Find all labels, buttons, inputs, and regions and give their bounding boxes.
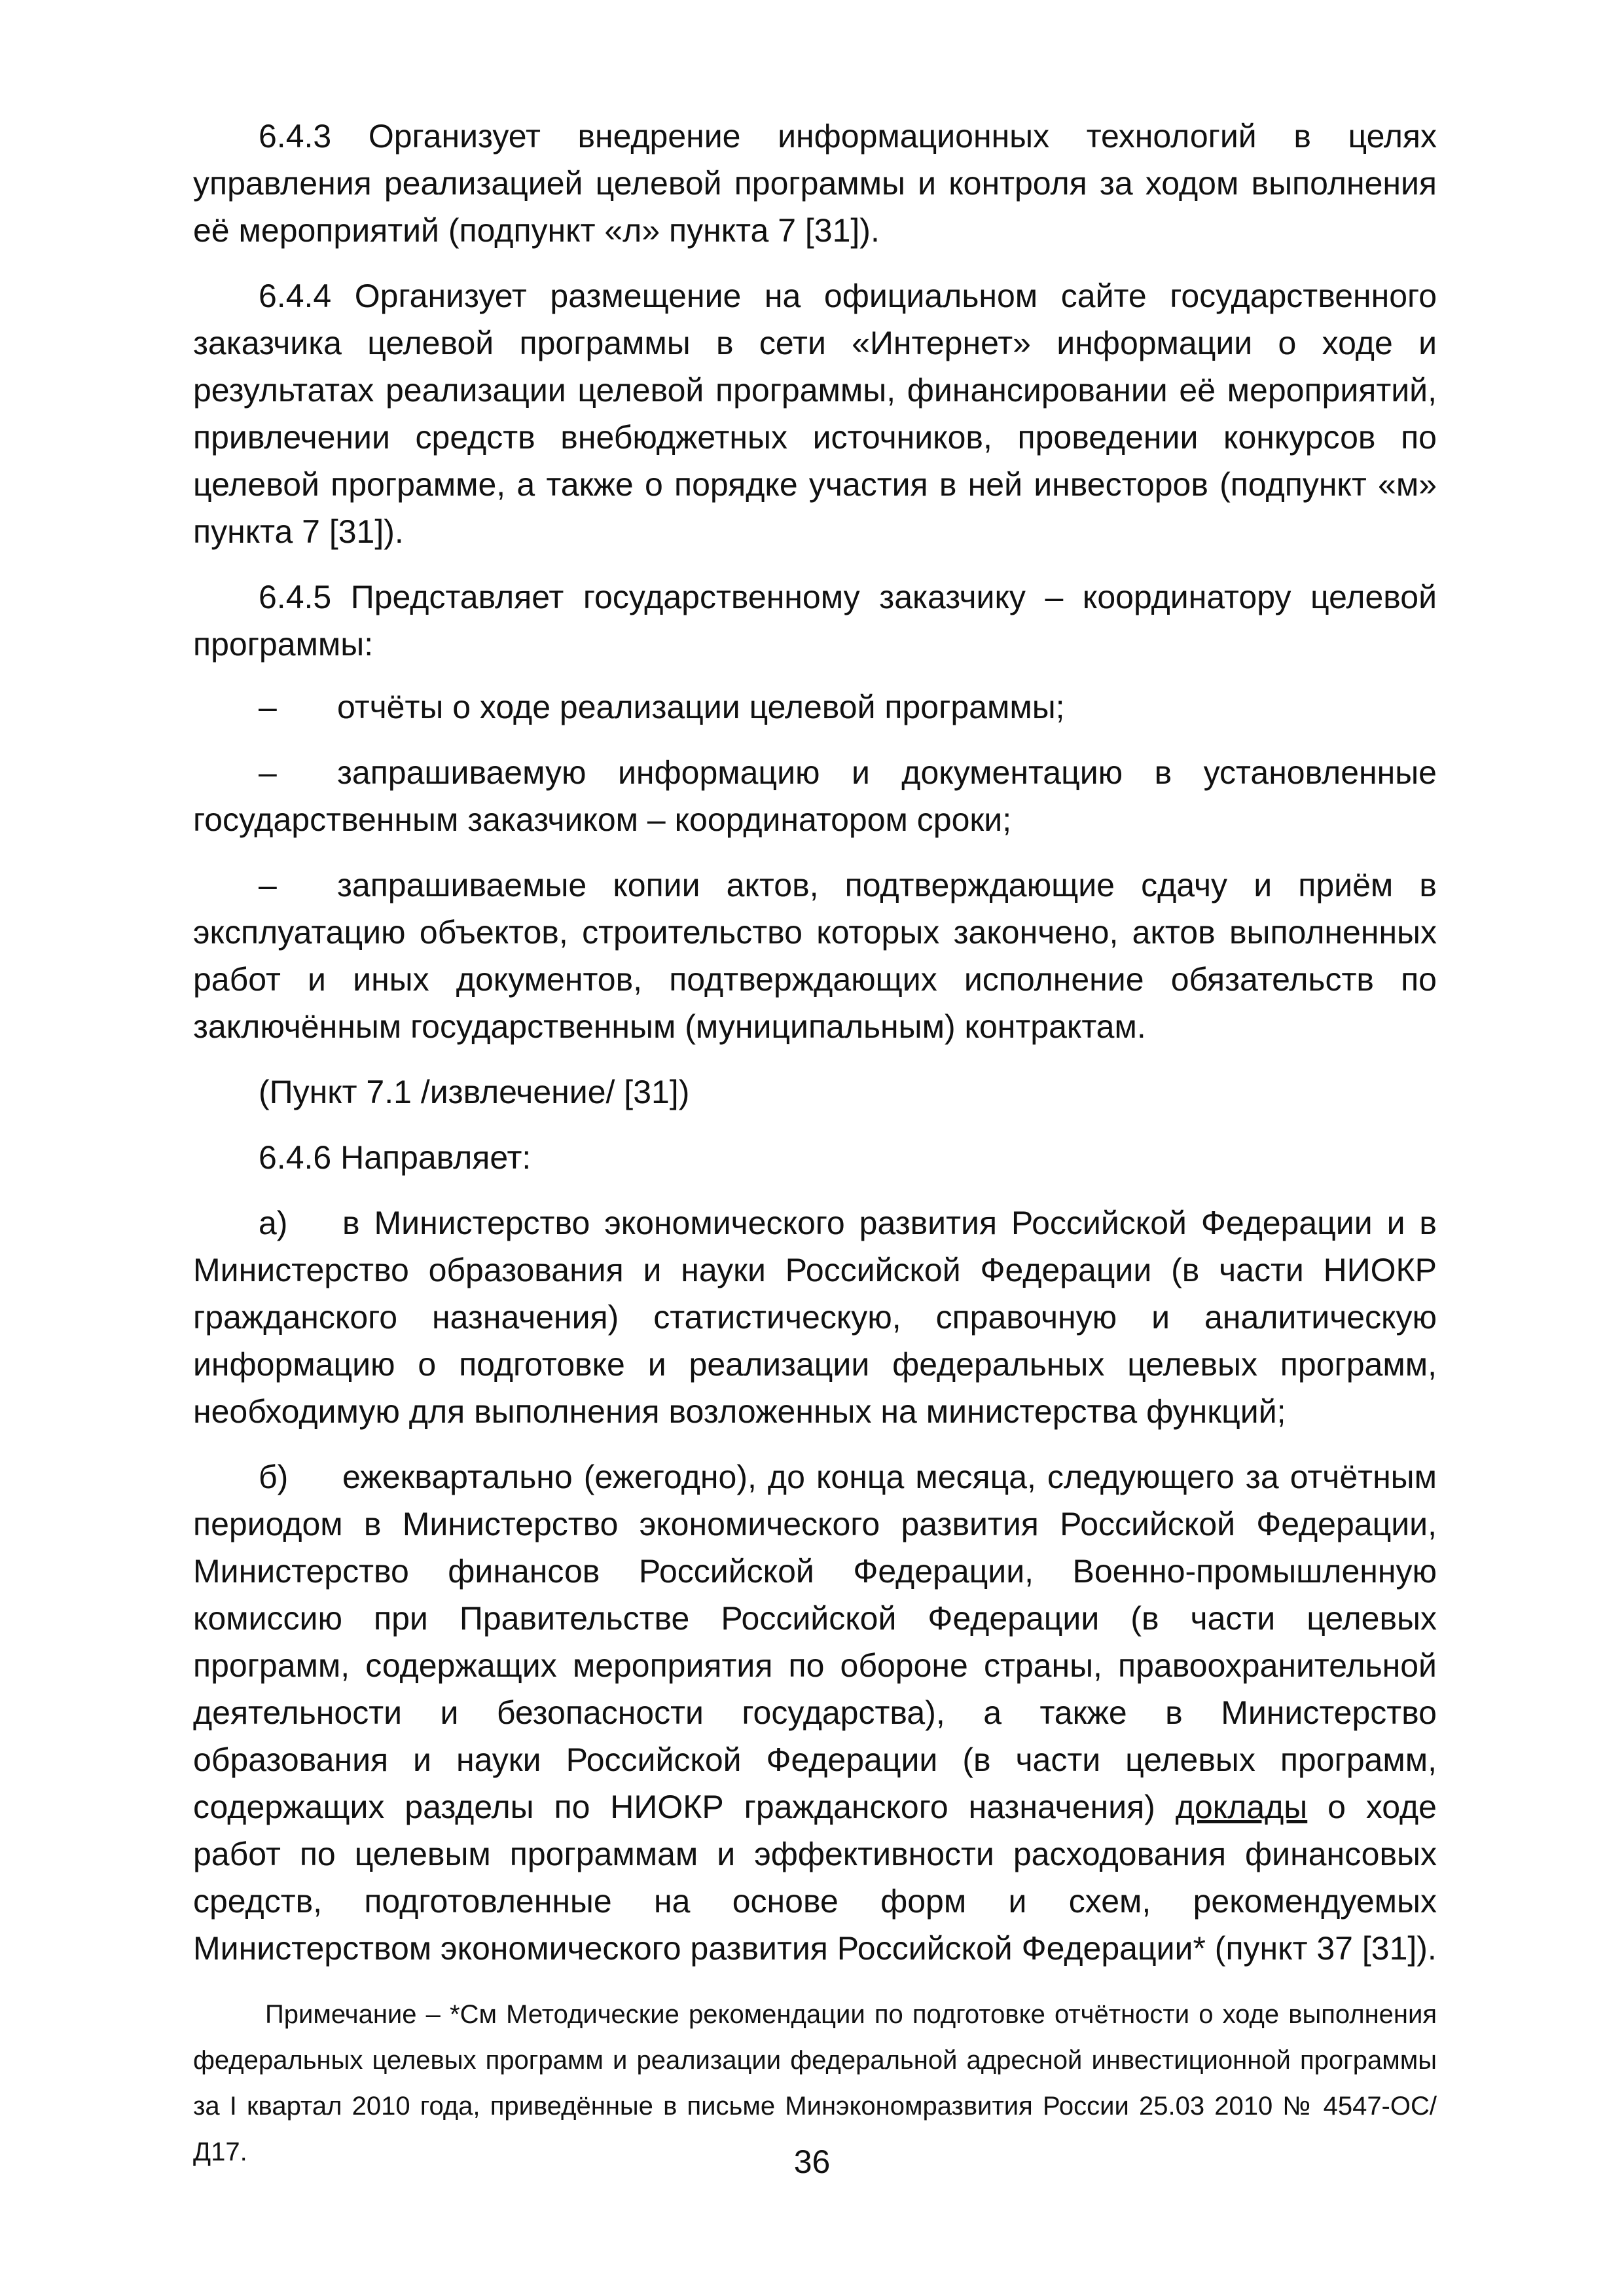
underlined-word: доклады	[1175, 1789, 1308, 1825]
letter-marker: а)	[259, 1205, 288, 1241]
list-item-text: запрашиваемые копии актов, подтверждающие сдачу и приём в эксплуатацию объектов, строительство которых закончено, актов выполненных работ и иных документов, подтверждающих исполнение обязательств по заключённым государственным (муниципальным) контрактам.	[193, 867, 1437, 1045]
paragraph-6-4-3: 6.4.3 Организует внедрение информационных технологий в целях управления реализацией целевой программы и контроля за ходом выполнения её мероприятий (подпункт «л» пункта 7 [31]).	[193, 118, 1437, 249]
paragraph-6-4-5: 6.4.5 Представляет государственному заказчику – координатору целевой программы:	[193, 579, 1437, 663]
list-item-text: запрашиваемую информацию и документацию в установленные государственным заказчиком – координатором сроки;	[193, 754, 1437, 838]
list-item-text-after: о ходе работ по целевым программам и эффективности расходования финансовых средств, подготовленные на основе форм и схем, рекомендуемых Министерством экономического развития Российской Федерации* (пункт 37 [31]).	[193, 1789, 1437, 1967]
dash-marker: –	[259, 867, 277, 903]
list-item	[193, 683, 1437, 731]
list-item-text: отчёты о ходе реализации целевой программы;	[337, 689, 1065, 725]
letter-marker: б)	[259, 1459, 289, 1495]
list-6-4-5	[193, 683, 1437, 1050]
source-note: (Пункт 7.1 /извлечение/ [31])	[259, 1074, 690, 1110]
list-item	[193, 749, 1437, 843]
paragraph-6-4-4: 6.4.4 Организует размещение на официальном сайте государственного заказчика целевой программы в сети «Интернет» информации о ходе и результатах реализации целевой программы, финансировании её мероприятий, привлечении средств внебюджетных источников, проведении конкурсов по целевой программе, а также о порядке участия в ней инвесторов (подпункт «м» пункта 7 [31]).	[193, 278, 1437, 550]
document-page	[193, 113, 1437, 2175]
page-number: 36	[793, 2143, 831, 2180]
list-item-text: в Министерство экономического развития Российской Федерации и в Министерство образования и науки Российской Федерации (в части НИОКР гражданского назначения) статистическую, справочную и аналитическую информацию о подготовке и реализации федеральных целевых программ, необходимую для выполнения возложенных на министерства функций;	[193, 1205, 1437, 1430]
dash-marker: –	[259, 689, 277, 725]
list-item-b	[193, 1453, 1437, 1972]
paragraph-6-4-6: 6.4.6 Направляет:	[259, 1139, 532, 1176]
list-6-4-6	[193, 1199, 1437, 1972]
dash-marker: –	[259, 754, 277, 791]
footnote: Примечание – *См Методические рекомендации по подготовке отчётности о ходе выполнения федеральных целевых программ и реализации федеральной адресной инвестиционной программы за I квартал 2010 года, приведённые в письме Минэкономразвития России 25.03 2010 № 4547-ОС/Д17.	[193, 2000, 1437, 2166]
list-item	[193, 862, 1437, 1050]
list-item-text-before: ежеквартально (ежегодно), до конца месяца, следующего за отчётным периодом в Министерство экономического развития Российской Федерации, Министерство финансов Российской Федерации, Военно-промышленную комиссию при Правительстве Российской Федерации (в части целевых программ, содержащих мероприятия по обороне страны, правоохранительной деятельности и безопасности государства), а также в Министерство образования и науки Российской Федерации (в части целевых программ, содержащих разделы по НИОКР гражданского назначения)	[193, 1459, 1437, 1825]
list-item-a	[193, 1199, 1437, 1435]
